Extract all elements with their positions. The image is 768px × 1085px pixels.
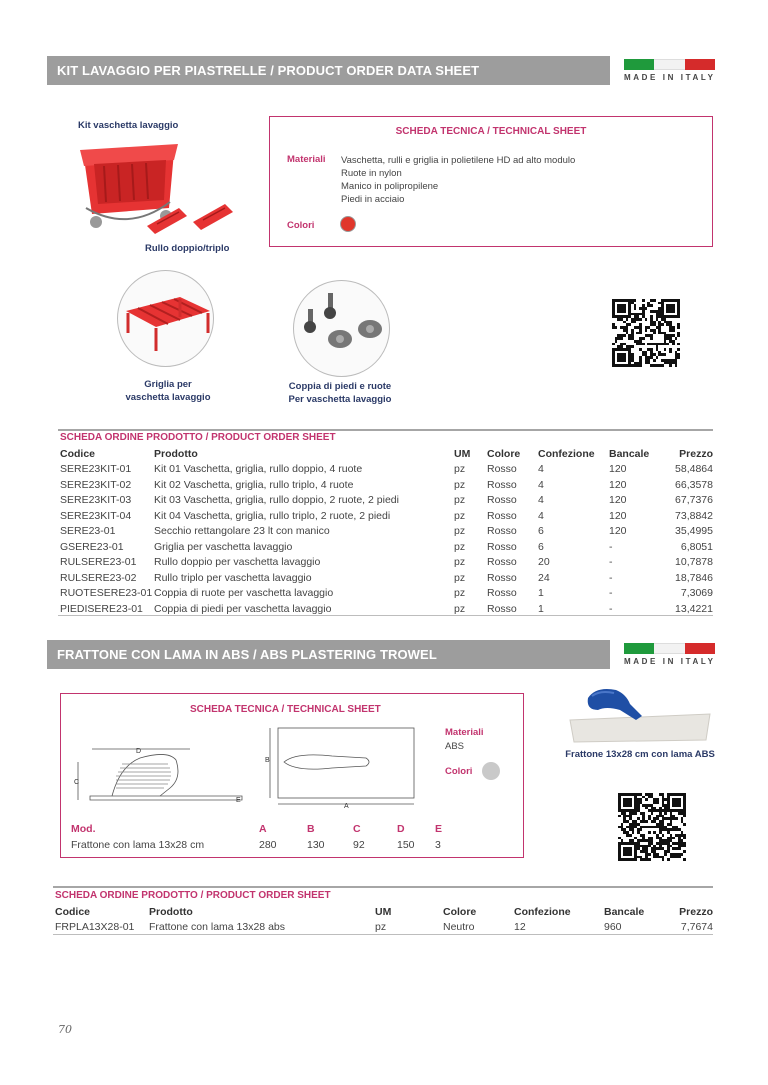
caption-rullo: Rullo doppio/triplo [145,243,230,254]
col-prodotto: Prodotto [149,905,193,918]
dimensions-row [71,837,465,853]
cell-codice: GSERE23-01 [60,540,124,553]
cell-bancale: 120 [609,478,627,491]
page-number: 70 [58,1023,72,1036]
order-sheet-title: SCHEDA ORDINE PRODOTTO / PRODUCT ORDER SHEET [60,432,336,443]
dim-col-mod: Mod. [71,823,96,835]
cell-colore: Rosso [487,478,517,491]
cell-codice: SERE23KIT-02 [60,478,132,491]
cell-prezzo: 6,8051 [680,540,713,553]
cell-um: pz [454,478,466,491]
col-codice: Codice [55,905,91,918]
materiali-item: Manico in polipropilene [341,181,439,192]
technical-sheet-title: SCHEDA TECNICA / TECHNICAL SHEET [395,126,587,137]
cell-confezione: 24 [538,571,550,584]
cell-um: pz [454,602,466,615]
cell-codice: PIEDISERE23-01 [60,602,143,615]
cell-um: pz [454,509,466,522]
dim-letter-a: A [344,803,349,808]
cell-colore: Rosso [487,525,517,538]
dim-letter-c: C [74,779,80,786]
cell-um: pz [454,463,466,476]
cell-prodotto: Coppia di ruote per vaschetta lavaggio [154,587,334,600]
divider [58,429,713,431]
col-prezzo: Prezzo [679,447,713,460]
table-row [60,493,713,509]
section-title-kit: KIT LAVAGGIO PER PIASTRELLE / PRODUCT ORDER DATA SHEET [47,56,610,85]
cell-prezzo: 13,4221 [675,602,713,615]
cell-bancale: - [609,602,613,615]
color-swatch-red [340,216,356,232]
dimensions-header [71,821,465,837]
cell-prodotto: Rullo doppio per vaschetta lavaggio [154,556,321,569]
cell-bancale: - [609,587,613,600]
table-row [60,586,713,602]
dim-b: 130 [307,839,325,851]
materiali-list [341,154,575,206]
caption-griglia [108,378,228,404]
dim-letter-e: E [236,797,241,804]
grid-image [117,270,214,367]
cell-prodotto: Kit 03 Vaschetta, griglia, rullo doppio, 2 ruote, 2 piedi [154,494,399,507]
cell-prezzo: 67,7376 [675,494,713,507]
trowel-photo [566,684,714,744]
cell-colore: Rosso [487,494,517,507]
colori-label: Colori [445,766,473,777]
wheels-image [293,280,390,377]
cell-prodotto: Coppia di piedi per vaschetta lavaggio [154,602,332,615]
cell-confezione: 20 [538,556,550,569]
cell-um: pz [454,540,466,553]
order-table [60,446,713,617]
caption-kit: Kit vaschetta lavaggio [78,120,179,131]
cell-um: pz [454,494,466,507]
dim-e: 3 [435,839,441,851]
cell-colore: Rosso [487,602,517,615]
cell-um: pz [375,921,387,934]
table-row [55,920,713,936]
col-confezione: Confezione [514,905,571,918]
divider [53,886,713,888]
col-confezione: Confezione [538,447,595,460]
caption-griglia-line: Griglia per [144,379,192,390]
cell-codice: SERE23KIT-04 [60,509,132,522]
cell-confezione: 6 [538,540,544,553]
table-row [60,539,713,555]
cell-confezione: 4 [538,478,544,491]
cell-bancale: 120 [609,525,627,538]
cell-codice: RUOTESERE23-01 [60,587,153,600]
cell-prezzo: 18,7846 [675,571,713,584]
materiali-item: Ruote in nylon [341,168,402,179]
order-table-header [60,446,713,462]
dim-col-b: B [307,823,315,835]
cell-prodotto: Griglia per vaschetta lavaggio [154,540,293,553]
qr-code [612,299,680,367]
cell-confezione: 6 [538,525,544,538]
cell-prodotto: Secchio rettangolare 23 lt con manico [154,525,330,538]
materiali-value: ABS [445,741,465,752]
cell-prodotto: Kit 02 Vaschetta, griglia, rullo triplo, 4 ruote [154,478,354,491]
cell-codice: RULSERE23-02 [60,571,137,584]
order-table [55,904,713,935]
cell-bancale: 120 [609,494,627,507]
colori-label: Colori [287,220,315,231]
cell-codice: SERE23KIT-01 [60,463,132,476]
cell-colore: Rosso [487,587,517,600]
dim-letter-d: D [136,748,142,755]
cell-codice: SERE23-01 [60,525,116,538]
dimensions-table [71,821,465,853]
cell-um: pz [454,525,466,538]
table-row [60,524,713,540]
dim-a: 280 [259,839,277,851]
technical-sheet-title: SCHEDA TECNICA / TECHNICAL SHEET [190,704,381,715]
cell-prodotto: Kit 01 Vaschetta, griglia, rullo doppio, 4 ruote [154,463,363,476]
table-row [60,462,713,478]
col-colore: Colore [487,447,521,460]
col-prodotto: Prodotto [154,447,198,460]
dim-letter-b: B [265,757,270,764]
order-sheet-title: SCHEDA ORDINE PRODOTTO / PRODUCT ORDER SHEET [55,890,331,901]
dim-col-d: D [397,823,405,835]
cell-prezzo: 58,4864 [675,463,713,476]
cell-colore: Rosso [487,556,517,569]
made-in-italy-text: MADE IN ITALY [624,657,716,666]
dim-model: Frattone con lama 13x28 cm [71,839,205,851]
dim-col-a: A [259,823,267,835]
cell-prezzo: 10,7878 [675,556,713,569]
cell-prezzo: 66,3578 [675,478,713,491]
made-in-italy-badge [624,643,715,669]
col-bancale: Bancale [604,905,645,918]
cell-confezione: 4 [538,494,544,507]
qr-code [618,793,686,861]
divider [53,934,713,935]
cell-prodotto: Rullo triplo per vaschetta lavaggio [154,571,312,584]
cell-confezione: 4 [538,463,544,476]
order-table-header [55,904,713,920]
cell-bancale: - [609,540,613,553]
cell-prezzo: 7,3069 [680,587,713,600]
cell-prezzo: 7,7674 [680,921,713,934]
dim-d: 150 [397,839,415,851]
cell-colore: Rosso [487,509,517,522]
cell-um: pz [454,571,466,584]
col-um: UM [454,447,471,460]
cell-um: pz [454,587,466,600]
materiali-label: Materiali [287,154,326,165]
col-colore: Colore [443,905,477,918]
caption-griglia-line: vaschetta lavaggio [125,392,211,403]
cell-bancale: - [609,556,613,569]
divider [58,615,713,616]
section-title-trowel: FRATTONE CON LAMA IN ABS / ABS PLASTERING TROWEL [47,640,610,669]
col-bancale: Bancale [609,447,650,460]
cell-bancale: 120 [609,463,627,476]
cell-bancale: - [609,571,613,584]
col-prezzo: Prezzo [679,905,713,918]
cell-confezione: 1 [538,587,544,600]
cell-prezzo: 73,8842 [675,509,713,522]
cell-colore: Rosso [487,463,517,476]
materiali-label: Materiali [445,727,484,738]
caption-coppia-line: Coppia di piedi e ruote [288,381,392,392]
made-in-italy-text: MADE IN ITALY [624,73,716,82]
cell-colore: Rosso [487,571,517,584]
cell-confezione: 1 [538,602,544,615]
trowel-drawing-side [72,742,250,806]
cell-prezzo: 35,4995 [675,525,713,538]
cell-codice: FRPLA13X28-01 [55,921,135,934]
dim-col-e: E [435,823,443,835]
table-row [60,477,713,493]
materiali-item: Piedi in acciaio [341,194,405,205]
table-row [60,555,713,571]
cell-confezione: 12 [514,921,526,934]
color-swatch-grey [482,762,500,780]
caption-trowel: Frattone 13x28 cm con lama ABS [565,749,715,760]
caption-coppia-line: Per vaschetta lavaggio [288,394,392,405]
roller-image [145,198,237,238]
cell-colore: Neutro [443,921,475,934]
cell-codice: SERE23KIT-03 [60,494,132,507]
col-codice: Codice [60,447,96,460]
cell-bancale: 960 [604,921,622,934]
trowel-drawing-top [262,726,420,808]
caption-coppia [280,380,400,406]
col-um: UM [375,905,392,918]
cell-prodotto: Frattone con lama 13x28 abs [149,921,285,934]
dim-col-c: C [353,823,361,835]
table-row [60,508,713,524]
dim-c: 92 [353,839,365,851]
made-in-italy-badge [624,59,715,85]
table-row [60,570,713,586]
cell-colore: Rosso [487,540,517,553]
cell-codice: RULSERE23-01 [60,556,137,569]
cell-prodotto: Kit 04 Vaschetta, griglia, rullo triplo, 2 ruote, 2 piedi [154,509,391,522]
cell-um: pz [454,556,466,569]
materiali-item: Vaschetta, rulli e griglia in polietilene HD ad alto modulo [341,155,576,166]
cell-bancale: 120 [609,509,627,522]
cell-confezione: 4 [538,509,544,522]
